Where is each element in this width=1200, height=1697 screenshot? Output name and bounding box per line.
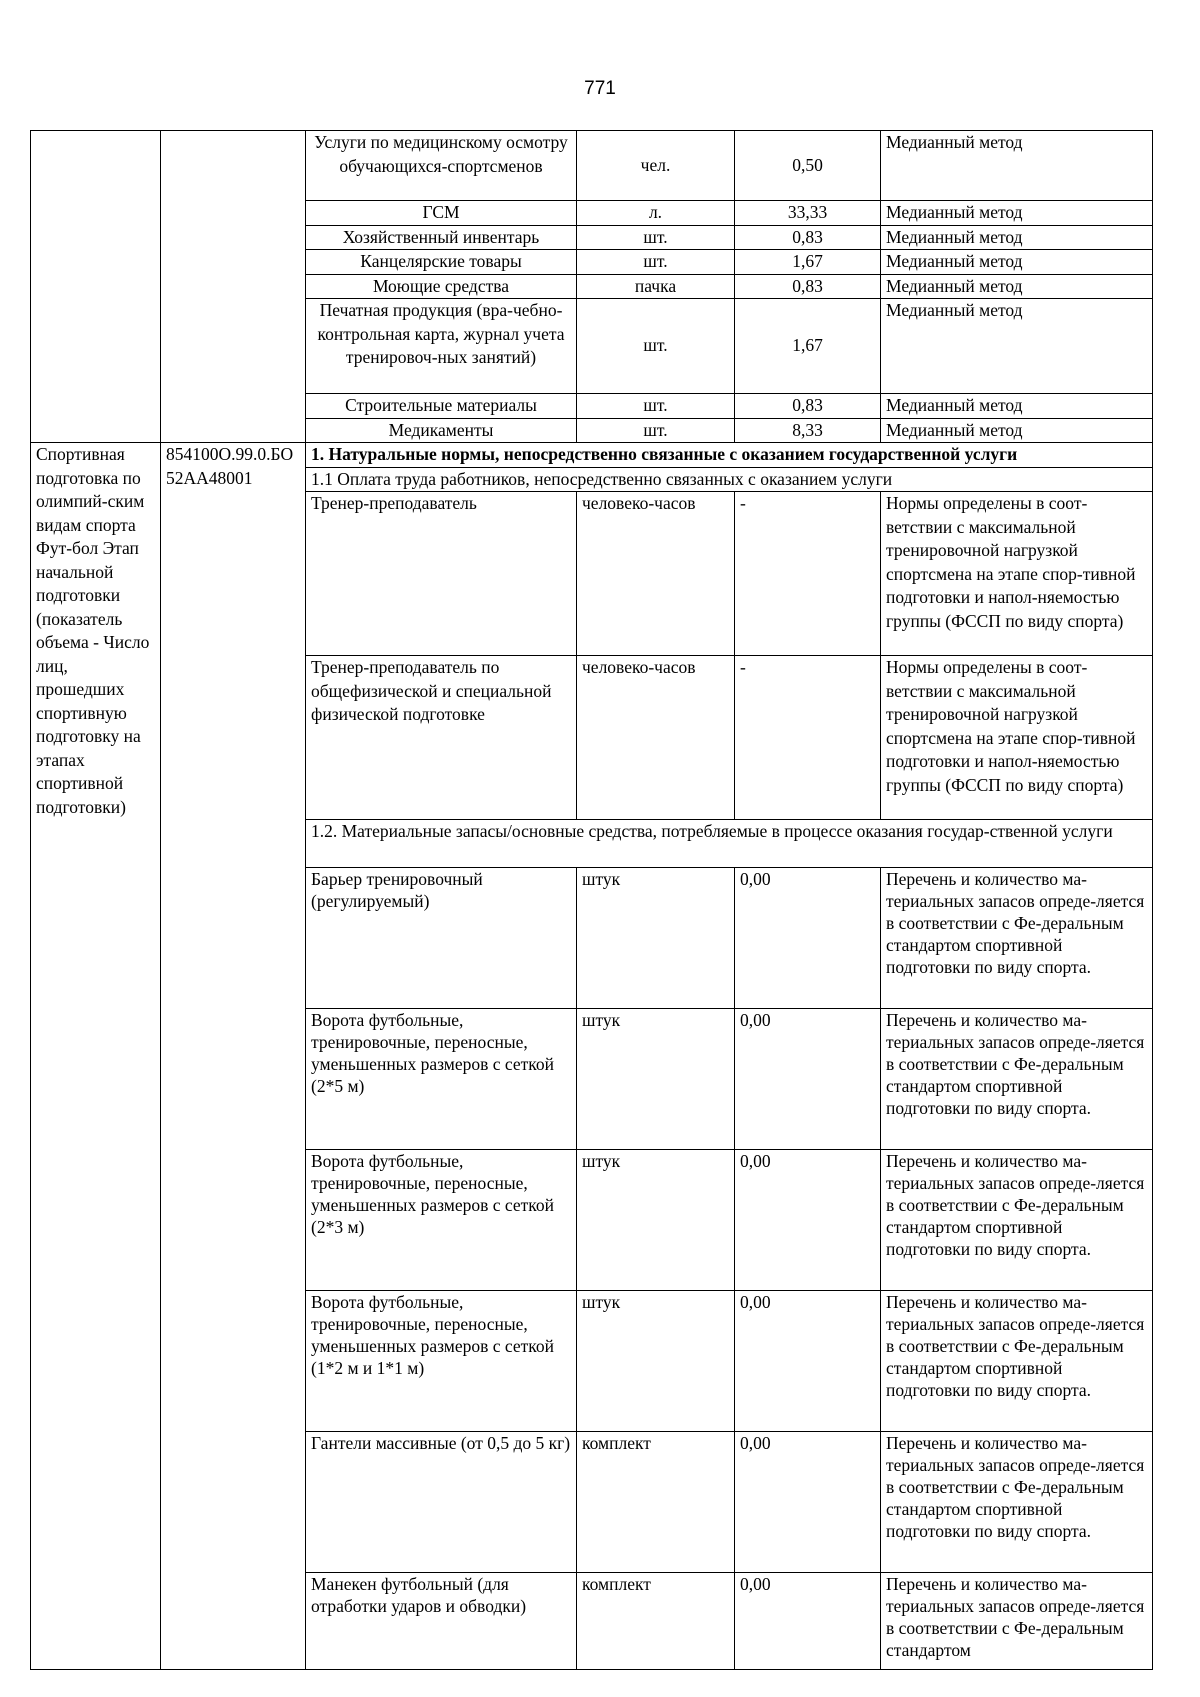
table-row bbox=[31, 131, 1153, 201]
item-note: Нормы определены в соот-ветствии с максимальной тренировочной нагрузкой спортсмена на этапе спор-тивной подготовки и напол-няемостью группы (ФССП по виду спорта) bbox=[881, 656, 1153, 820]
item-unit: пачка bbox=[577, 274, 735, 299]
item-name: Канцелярские товары bbox=[306, 250, 577, 275]
item-value: 0,00 bbox=[735, 1009, 881, 1150]
item-name: Барьер тренировочный (регулируемый) bbox=[306, 868, 577, 1009]
service-code: 854100О.99.0.БО52АА48001 bbox=[161, 443, 306, 1670]
section-heading: 1.2. Материальные запасы/основные средства, потребляемые в процессе оказания государ-ственной услуги bbox=[306, 820, 1153, 868]
item-method: Медианный метод bbox=[881, 250, 1153, 275]
item-name: Манекен футбольный (для отработки ударов и обводки) bbox=[306, 1573, 577, 1670]
item-unit: штук bbox=[577, 1150, 735, 1291]
item-note: Перечень и количество ма-териальных запасов опреде-ляется в соответствии с Фе-деральным стандартом спортивной подготовки по виду спорта. bbox=[881, 1291, 1153, 1432]
item-value: 0,00 bbox=[735, 1432, 881, 1573]
item-note: Перечень и количество ма-териальных запасов опреде-ляется в соответствии с Фе-деральным стандартом спортивной подготовки по виду спорта. bbox=[881, 1009, 1153, 1150]
service-name: Спортивная подготовка по олимпий-ским видам спорта Фут-бол Этап начальной подготовки (показатель объема - Число лиц, прошедших спортивную подготовку на этапах спортивной подготовки) bbox=[31, 443, 161, 1670]
item-unit: человеко-часов bbox=[577, 492, 735, 656]
item-name: Услуги по медицинскому осмотру обучающихся-спортсменов bbox=[306, 131, 577, 201]
item-name: Гантели массивные (от 0,5 до 5 кг) bbox=[306, 1432, 577, 1573]
item-method: Медианный метод bbox=[881, 201, 1153, 226]
item-unit: штук bbox=[577, 1291, 735, 1432]
blank-code-cell bbox=[161, 131, 306, 443]
item-value: 0,83 bbox=[735, 274, 881, 299]
item-value: 1,67 bbox=[735, 250, 881, 275]
item-method: Медианный метод bbox=[881, 394, 1153, 419]
item-note: Перечень и количество ма-териальных запасов опреде-ляется в соответствии с Фе-деральным стандартом спортивной подготовки по виду спорта. bbox=[881, 868, 1153, 1009]
blank-service-cell bbox=[31, 131, 161, 443]
item-note: Перечень и количество ма-териальных запасов опреде-ляется в соответствии с Фе-деральным стандартом спортивной подготовки по виду спорта. bbox=[881, 1150, 1153, 1291]
item-name: Ворота футбольные, тренировочные, переносные, уменьшенных размеров с сеткой (2*3 м) bbox=[306, 1150, 577, 1291]
item-name: Строительные материалы bbox=[306, 394, 577, 419]
item-method: Медианный метод bbox=[881, 274, 1153, 299]
item-unit: человеко-часов bbox=[577, 656, 735, 820]
item-name: Тренер-преподаватель по общефизической и специальной физической подготовке bbox=[306, 656, 577, 820]
item-value: 1,67 bbox=[735, 299, 881, 394]
norms-table bbox=[30, 130, 1153, 1670]
page-number: 771 bbox=[584, 78, 616, 99]
item-value: 0,00 bbox=[735, 1291, 881, 1432]
item-note: Перечень и количество ма-териальных запасов опреде-ляется в соответствии с Фе-деральным стандартом спортивной подготовки по виду спорта. bbox=[881, 1432, 1153, 1573]
section-heading: 1.1 Оплата труда работников, непосредственно связанных с оказанием услуги bbox=[306, 467, 1153, 492]
item-value: - bbox=[735, 492, 881, 656]
item-name: Ворота футбольные, тренировочные, переносные, уменьшенных размеров с сеткой (2*5 м) bbox=[306, 1009, 577, 1150]
item-value: 0,83 bbox=[735, 394, 881, 419]
item-name: Медикаменты bbox=[306, 418, 577, 443]
table-row bbox=[31, 443, 1153, 468]
item-unit: л. bbox=[577, 201, 735, 226]
item-method: Медианный метод bbox=[881, 131, 1153, 201]
item-name: Ворота футбольные, тренировочные, переносные, уменьшенных размеров с сеткой (1*2 м и 1*1 м) bbox=[306, 1291, 577, 1432]
item-method: Медианный метод bbox=[881, 418, 1153, 443]
item-unit: шт. bbox=[577, 299, 735, 394]
item-unit: штук bbox=[577, 868, 735, 1009]
item-value: 0,83 bbox=[735, 225, 881, 250]
item-value: 0,00 bbox=[735, 1573, 881, 1670]
item-unit: чел. bbox=[577, 131, 735, 201]
item-name: Печатная продукция (вра-чебно-контрольная карта, журнал учета тренировоч-ных занятий) bbox=[306, 299, 577, 394]
item-unit: шт. bbox=[577, 394, 735, 419]
item-unit: шт. bbox=[577, 418, 735, 443]
item-unit: комплект bbox=[577, 1432, 735, 1573]
item-note: Перечень и количество ма-териальных запасов опреде-ляется в соответствии с Фе-деральным стандартом bbox=[881, 1573, 1153, 1670]
item-value: 33,33 bbox=[735, 201, 881, 226]
item-unit: штук bbox=[577, 1009, 735, 1150]
section-heading: 1. Натуральные нормы, непосредственно связанные с оказанием государственной услуги bbox=[306, 443, 1153, 468]
item-unit: комплект bbox=[577, 1573, 735, 1670]
item-unit: шт. bbox=[577, 225, 735, 250]
item-unit: шт. bbox=[577, 250, 735, 275]
item-value: 0,00 bbox=[735, 868, 881, 1009]
item-name: ГСМ bbox=[306, 201, 577, 226]
item-value: 8,33 bbox=[735, 418, 881, 443]
item-note: Нормы определены в соот-ветствии с максимальной тренировочной нагрузкой спортсмена на этапе спор-тивной подготовки и напол-няемостью группы (ФССП по виду спорта) bbox=[881, 492, 1153, 656]
item-name: Тренер-преподаватель bbox=[306, 492, 577, 656]
item-value: 0,50 bbox=[735, 131, 881, 201]
item-value: - bbox=[735, 656, 881, 820]
item-method: Медианный метод bbox=[881, 299, 1153, 394]
item-name: Хозяйственный инвентарь bbox=[306, 225, 577, 250]
item-method: Медианный метод bbox=[881, 225, 1153, 250]
item-value: 0,00 bbox=[735, 1150, 881, 1291]
item-name: Моющие средства bbox=[306, 274, 577, 299]
